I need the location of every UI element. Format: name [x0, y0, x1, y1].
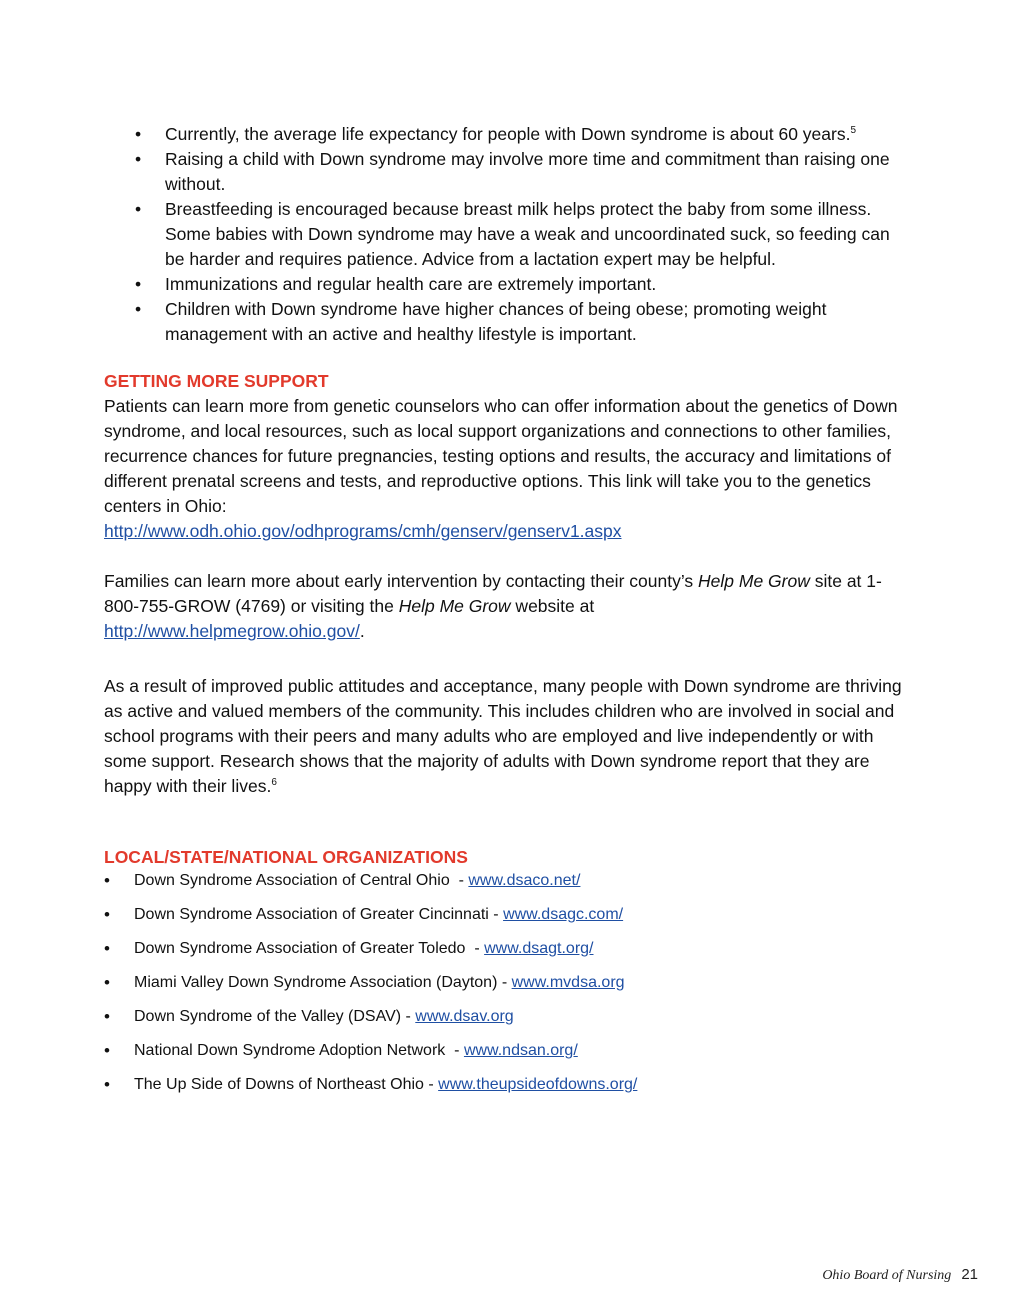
list-item: • Breastfeeding is encouraged because breast milk helps protect the baby from some illness. Some babies with Down syndrome may have a weak and uncoordinated suck, so feeding can be harder and requires patience. Advice from a lactation expert may be helpful.	[135, 199, 895, 269]
bullet-icon: •	[135, 274, 142, 294]
page-number: 21	[961, 1266, 978, 1283]
org-link[interactable]: www.dsav.org	[415, 1008, 514, 1025]
bullet-icon: •	[104, 905, 110, 924]
bullet-icon: •	[104, 939, 110, 958]
help-me-grow-paragraph: Families can learn more about early intervention by contacting their county’s Help Me Grow site at 1-800-755-GROW (4769) or visiting the Help Me Grow website at http://www.helpmegrow.ohio.gov/.	[104, 571, 882, 641]
community-paragraph: As a result of improved public attitudes and acceptance, many people with Down syndrome are thriving as active and valued members of the community. This includes children who are involved in social and school programs with their peers and many adults who are employed and live independently or with some support. Research shows that the majority of adults with Down syndrome report that they are happy with their lives.$^6$	[104, 676, 902, 796]
list-item: • National Down Syndrome Adoption Network - www.ndsan.org/	[104, 1041, 578, 1060]
page-content	[104, 122, 904, 1108]
list-item: • Down Syndrome Association of Central Ohio - www.dsaco.net/	[104, 871, 581, 890]
list-item: • Currently, the average life expectancy for people with Down syndrome is about 60 years.$^5$	[165, 122, 904, 147]
bullet-icon: •	[104, 1041, 110, 1060]
org-link[interactable]: www.theupsideofdowns.org/	[438, 1076, 638, 1093]
bullet-icon: •	[135, 299, 142, 319]
org-link[interactable]: www.dsagt.org/	[484, 940, 594, 957]
facts-list	[104, 122, 904, 347]
org-link[interactable]: www.dsaco.net/	[468, 872, 581, 889]
list-item: • Children with Down syndrome have higher chances of being obese; promoting weight management with an active and healthy lifestyle is important.	[135, 299, 827, 344]
list-item: • Down Syndrome of the Valley (DSAV) - www.dsav.org	[104, 1007, 514, 1026]
footer-brand: Ohio Board of Nursing	[822, 1268, 952, 1283]
help-me-grow-link[interactable]: http://www.helpmegrow.ohio.gov/	[104, 621, 360, 641]
footnote-ref: 6	[271, 777, 277, 788]
organizations-list	[104, 870, 904, 1096]
list-item: • Immunizations and regular health care are extremely important.	[165, 272, 904, 297]
list-item: • Down Syndrome Association of Greater Cincinnati - www.dsagc.com/	[104, 905, 624, 924]
org-link[interactable]: www.dsagc.com/	[503, 906, 624, 923]
genetics-centers-link[interactable]: http://www.odh.ohio.gov/odhprograms/cmh/genserv/genserv1.aspx	[104, 521, 622, 541]
bullet-icon: •	[104, 1075, 110, 1094]
bullet-icon: •	[135, 149, 142, 169]
bullet-icon: •	[135, 124, 142, 144]
bullet-icon: •	[104, 973, 110, 992]
bullet-icon: •	[135, 199, 142, 219]
section-heading-support: GETTING MORE SUPPORT	[104, 371, 329, 391]
bullet-icon: •	[104, 1007, 110, 1026]
footnote-ref: 5	[850, 125, 857, 136]
section-heading-organizations: LOCAL/STATE/NATIONAL ORGANIZATIONS	[104, 847, 468, 867]
org-link[interactable]: www.ndsan.org/	[463, 1042, 578, 1059]
list-item: • Down Syndrome Association of Greater Toledo - www.dsagt.org/	[104, 939, 594, 958]
bullet-icon: •	[104, 871, 110, 890]
list-item: • Miami Valley Down Syndrome Association (Dayton) - www.mvdsa.org	[104, 973, 625, 992]
list-item: • The Up Side of Downs of Northeast Ohio - www.theupsideofdowns.org/	[104, 1075, 638, 1094]
support-paragraph: Patients can learn more from genetic counselors who can offer information about the genetics of Down syndrome, and local resources, such as local support organizations and connections to other families, recurrence chances for future pregnancies, testing options and results, the accuracy and limitations of different prenatal screens and tests, and reproductive options. This link will take you to the genetics centers in Ohio: http://www.odh.ohio.gov/odhprograms/cmh/genserv/genserv1.aspx	[104, 396, 898, 541]
list-item: • Raising a child with Down syndrome may involve more time and commitment than raising one without.	[135, 149, 890, 194]
page-footer	[822, 1266, 978, 1284]
org-link[interactable]: www.mvdsa.org	[511, 974, 625, 991]
